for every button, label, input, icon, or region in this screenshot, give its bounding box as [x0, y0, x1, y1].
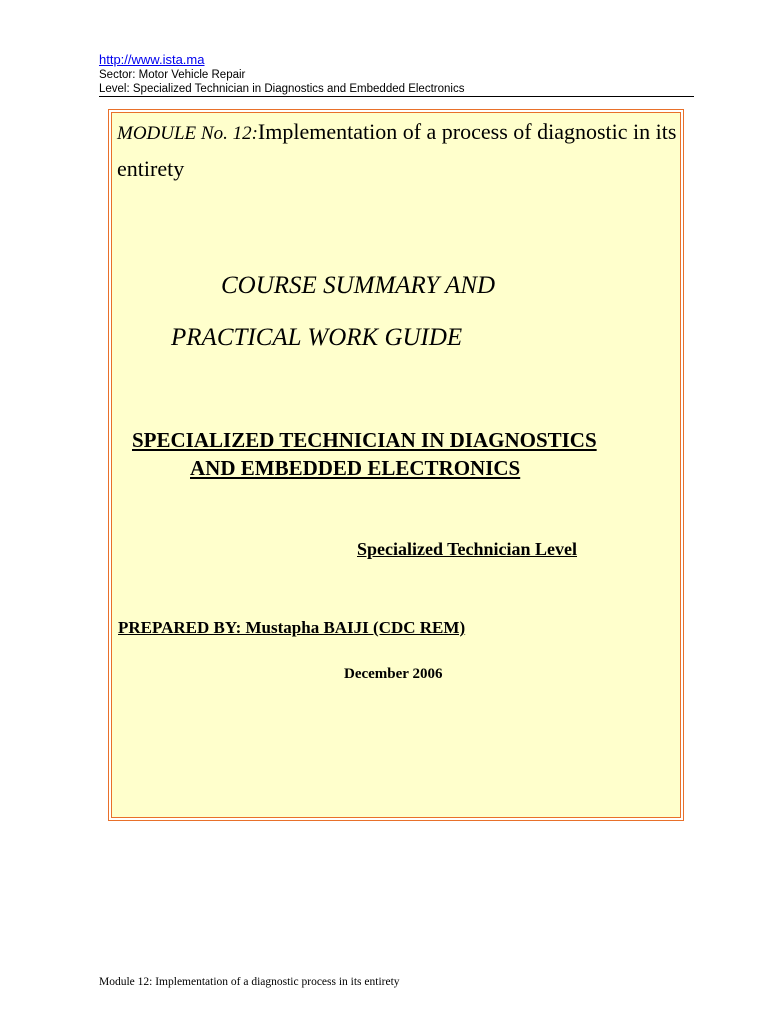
module-label: MODULE No. 12: — [117, 123, 258, 144]
specialty-title-line-1: SPECIALIZED TECHNICIAN IN DIAGNOSTICS — [132, 428, 597, 452]
level-text: Level: Specialized Technician in Diagnostics and Embedded Electronics — [99, 83, 465, 95]
page-header — [99, 52, 464, 96]
prepared-by: PREPARED BY: Mustapha BAIJI (CDC REM) — [118, 618, 466, 637]
header-divider — [99, 96, 694, 97]
practical-guide-title: PRACTICAL WORK GUIDE — [171, 324, 463, 351]
specialty-title-line-2: AND EMBEDDED ELECTRONICS — [190, 456, 521, 480]
course-summary-title: COURSE SUMMARY AND — [221, 272, 496, 299]
website-link[interactable]: http://www.ista.ma — [99, 52, 205, 67]
module-title: Implementation of a process of diagnostic in its entirety — [117, 119, 677, 181]
module-heading — [117, 114, 677, 186]
publication-date: December 2006 — [344, 666, 443, 682]
page-footer: Module 12: Implementation of a diagnostic process in its entirety — [99, 976, 400, 988]
sector-text: Sector: Motor Vehicle Repair — [99, 69, 246, 81]
technician-level: Specialized Technician Level — [357, 539, 578, 559]
